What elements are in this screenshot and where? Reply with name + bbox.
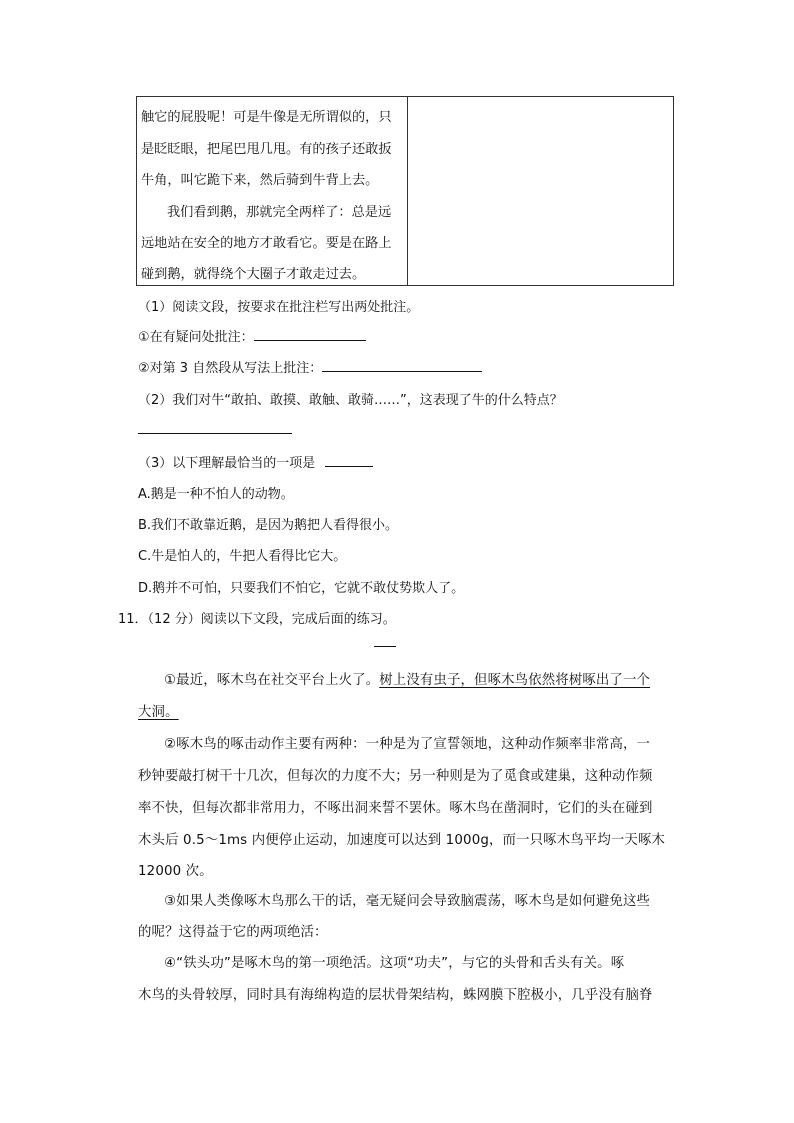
question-1a [138, 326, 366, 345]
table-text-line: 是眨眨眼，把尾巴甩几甩。有的孩子还敢扳 [141, 142, 392, 157]
table-text-line: 我们看到鹅，那就完全两样了：总是远 [167, 205, 392, 220]
question-2: （2）我们对牛“敢拍、敢摸、敢触、敢骑……”，这表现了牛的什么特点？ [138, 393, 563, 408]
paragraph-3-line: 的呢？这得益于它的两项绝活： [138, 925, 328, 940]
option-c: C.牛是怕人的，牛把人看得比它大。 [138, 549, 347, 564]
question-3-label: （3）以下理解最恰当的一项是 [138, 456, 316, 471]
paragraph-2-line: 12000 次。 [138, 864, 213, 879]
table-text-line: 牛角，叫它跪下来，然后骑到牛背上去。 [141, 173, 379, 188]
table-text-line: 触它的屁股呢！可是牛像是无所谓似的，只 [141, 110, 392, 125]
annotation-table [136, 96, 674, 286]
table-text-line: 碰到鹅，就得绕个大圈子才敢走过去。 [141, 267, 366, 282]
question-1: （1）阅读文段，按要求在批注栏写出两处批注。 [138, 300, 420, 315]
paragraph-1-underlined-end: 大洞。 [138, 705, 179, 720]
paragraph-2-line: 秒钟要敲打树干十几次，但每次的力度不大；另一种则是为了觅食或建巢，这种动作频 [138, 769, 653, 784]
question-1a-label: ①在有疑问处批注： [138, 330, 254, 345]
paragraph-2-line: ②啄木鸟的啄击动作主要有两种：一种是为了宣誓领地，这种动作频率非常高，一 [164, 737, 651, 752]
answer-blank-2[interactable] [138, 418, 292, 434]
answer-blank-1a[interactable] [254, 326, 366, 341]
option-b: B.我们不敢靠近鹅，是因为鹅把人看得很小。 [138, 518, 399, 533]
paragraph-3-line: ③如果人类像啄木鸟那么干的话，毫无疑问会导致脑震荡，啄木鸟是如何避免这些 [164, 894, 651, 909]
paragraph-4-line: ④“铁头功”是啄木鸟的第一项绝活。这项“功夫”，与它的头骨和舌头有关。啄 [164, 956, 625, 971]
question-1b [138, 357, 482, 376]
annotation-column[interactable] [408, 97, 674, 285]
paragraph-1-line [164, 669, 650, 688]
question-1b-label: ②对第 3 自然段从写法上批注： [138, 361, 323, 376]
question-11-heading: 11．（12 分）阅读以下文段，完成后面的练习。 [118, 612, 396, 627]
option-d: D.鹅并不可怕，只要我们不怕它，它就不敢仗势欺人了。 [138, 581, 465, 596]
title-blank[interactable] [374, 646, 396, 647]
answer-blank-3[interactable] [325, 452, 373, 467]
paragraph-2-line: 率不快，但每次都非常用力，不啄出洞来誓不罢休。啄木鸟在凿洞时，它们的头在碰到 [138, 801, 653, 816]
paragraph-2-line: 木头后 0.5～1ms 内便停止运动，加速度可以达到 1000g，而一只啄木鸟平均一天啄木 [138, 833, 666, 848]
paragraph-4-line: 木鸟的头骨较厚，同时具有海绵构造的层状骨架结构，蛛网膜下腔极小，几乎没有脑脊 [138, 988, 653, 1003]
option-a: A.鹅是一种不怕人的动物。 [138, 487, 294, 502]
answer-blank-1b[interactable] [322, 357, 482, 372]
paragraph-1-underlined: 树上没有虫子，但啄木鸟依然将树啄出了一个 [379, 673, 651, 688]
paragraph-1-text: ①最近，啄木鸟在社交平台上火了。 [164, 673, 380, 688]
table-text-line: 远地站在安全的地方才敢看它。要是在路上 [141, 236, 392, 251]
question-3 [138, 452, 373, 471]
